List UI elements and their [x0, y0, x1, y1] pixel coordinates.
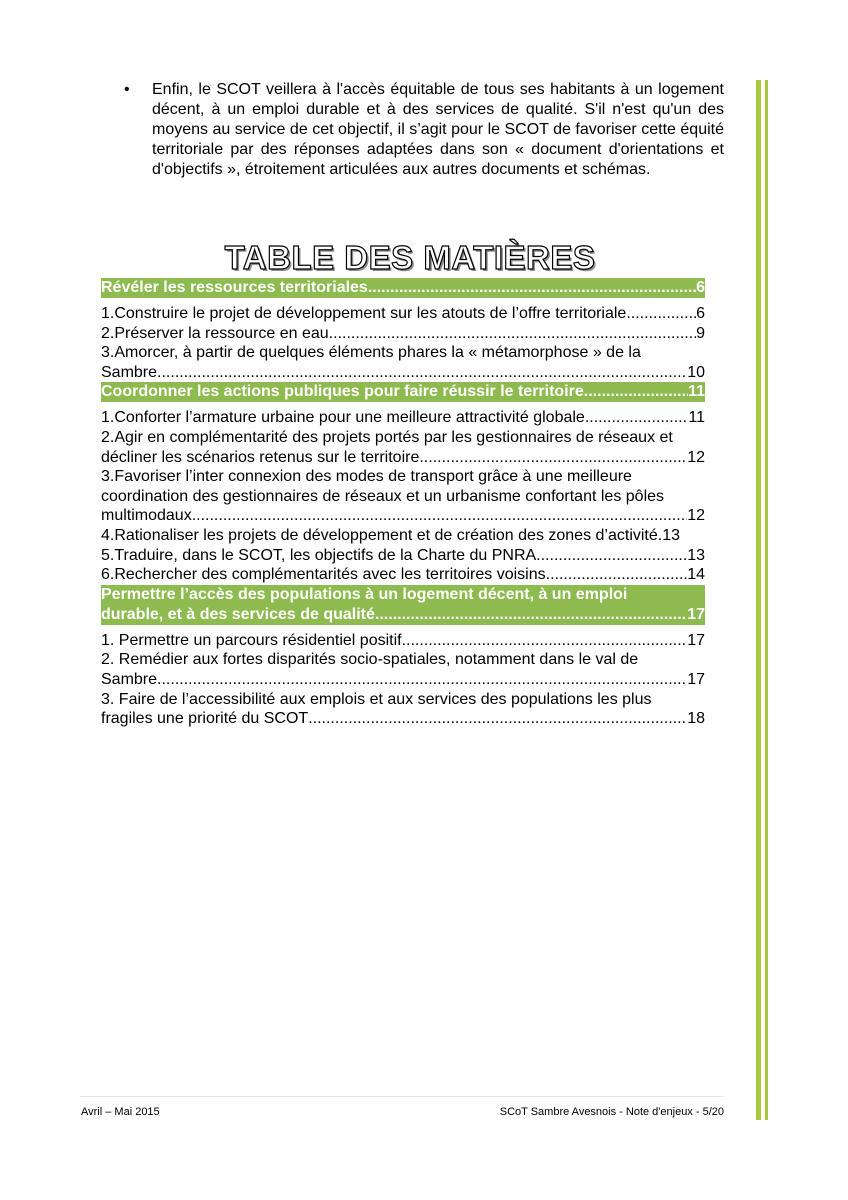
toc-entry-page: 12: [687, 507, 705, 525]
toc-entry-label: 1.Conforter l’armature urbaine pour une meilleure attractivité globale: [101, 409, 585, 427]
toc-title: TABLE DES MATIÈRES: [224, 239, 596, 276]
toc-entry-line1: 2. Remédier aux fortes disparités socio-spatiales, notamment dans le val de: [101, 651, 639, 669]
decorative-rule-thin: [765, 80, 768, 1120]
toc-entry-page: 18: [687, 710, 705, 728]
footer-document-info: SCoT Sambre Avesnois - Note d'enjeux - 5/20: [499, 1106, 724, 1118]
toc-entry-page: 9: [696, 324, 705, 342]
decorative-rule-thick: [756, 80, 761, 1120]
toc-section-page: 11: [688, 383, 705, 401]
toc-entry[interactable]: [101, 690, 705, 729]
toc-section-1[interactable]: [101, 278, 705, 298]
toc-entry[interactable]: [101, 546, 705, 566]
toc-entry-label: 1. Permettre un parcours résidentiel positif: [101, 631, 402, 649]
toc-entry[interactable]: [101, 467, 705, 526]
toc-entry[interactable]: [101, 408, 705, 428]
toc-entry-label: Sambre: [101, 363, 158, 381]
toc-entry-label: décliner les scénarios retenus sur le territoire: [101, 448, 420, 466]
toc-entry-label: 4.Rationaliser les projets de développement et de création des zones d’activité.: [101, 526, 663, 544]
toc-entry-page: 13: [662, 526, 681, 544]
toc-entry-page: 12: [687, 448, 705, 466]
toc-section-label: Révéler les ressources territoriales: [101, 279, 368, 296]
toc-section-2[interactable]: [101, 382, 705, 402]
toc-section-label: Coordonner les actions publiques pour faire réussir le territoire: [101, 383, 584, 401]
toc-entry-page: 17: [687, 631, 705, 649]
toc-entry-page: 11: [688, 409, 705, 427]
toc-section-page: 6: [696, 279, 705, 296]
intro-bullet: [124, 80, 724, 180]
toc-entry-line1: 2.Agir en complémentarité des projets portés par les gestionnaires de réseaux et: [101, 428, 673, 446]
toc-entry-label: 1.Construire le projet de développement sur les atouts de l’offre territoriale: [101, 305, 627, 322]
toc-entry-label: 6.Rechercher des complémentarités avec les territoires voisins: [101, 566, 546, 584]
toc-entry-line1: 3.Favoriser l’inter connexion des modes de transport grâce à une meilleure coordination des gestionnaires de réseaux et un urbanisme confortant les pôles: [101, 468, 665, 505]
toc-entry-label: multimodaux: [101, 507, 192, 525]
toc-section-page: 17: [687, 605, 705, 623]
footer-date: Avril – Mai 2015: [81, 1106, 160, 1118]
toc-entry-page: 6: [696, 305, 705, 322]
toc-entry-label: 5.Traduire, dans le SCOT, les objectifs de la Charte du PNRA: [101, 546, 537, 564]
toc-entry-label: fragiles une priorité du SCOT: [101, 710, 309, 728]
toc-entry[interactable]: [101, 428, 705, 467]
footer-divider: [80, 1096, 724, 1097]
toc-entry[interactable]: [101, 343, 705, 382]
toc-entry-line1: 3.Amorcer, à partir de quelques éléments phares la « métamorphose » de la: [101, 344, 641, 362]
toc-entry[interactable]: [101, 565, 705, 585]
toc-entry[interactable]: [101, 650, 705, 689]
toc-entry-page: 13: [687, 546, 705, 564]
toc-entry[interactable]: [101, 526, 705, 546]
toc-section-label: durable, et à des services de qualité: [101, 605, 375, 623]
toc-entry[interactable]: [101, 324, 705, 344]
toc-entry-label: Sambre: [101, 670, 158, 688]
toc-entry-line1: 3. Faire de l’accessibilité aux emplois et aux services des populations les plus: [101, 690, 652, 708]
toc-section-3[interactable]: [101, 585, 705, 625]
bullet-icon: •: [124, 81, 130, 98]
toc-entry-page: 17: [687, 670, 705, 688]
toc-entry-page: 10: [687, 363, 705, 381]
toc-entry-label: 2.Préserver la ressource en eau: [101, 324, 329, 342]
toc-entry[interactable]: [101, 631, 705, 651]
table-of-contents: [101, 278, 705, 729]
toc-section-line1: Permettre l’accès des populations à un logement décent, à un emploi: [101, 585, 628, 603]
toc-entry[interactable]: [101, 304, 705, 324]
toc-entry-page: 14: [687, 566, 705, 584]
bullet-paragraph: Enfin, le SCOT veillera à l'accès équitable de tous ses habitants à un logement décent, à un emploi durable et à des services de qualité. S'il n'est qu'un des moyens au service de cet objectif, il s’agit pour le SCOT de favoriser cette équité territoriale par des réponses adaptées dans son « document d'orientations et d'objectifs », étroitement articulées aux autres documents et schémas.: [152, 81, 724, 178]
